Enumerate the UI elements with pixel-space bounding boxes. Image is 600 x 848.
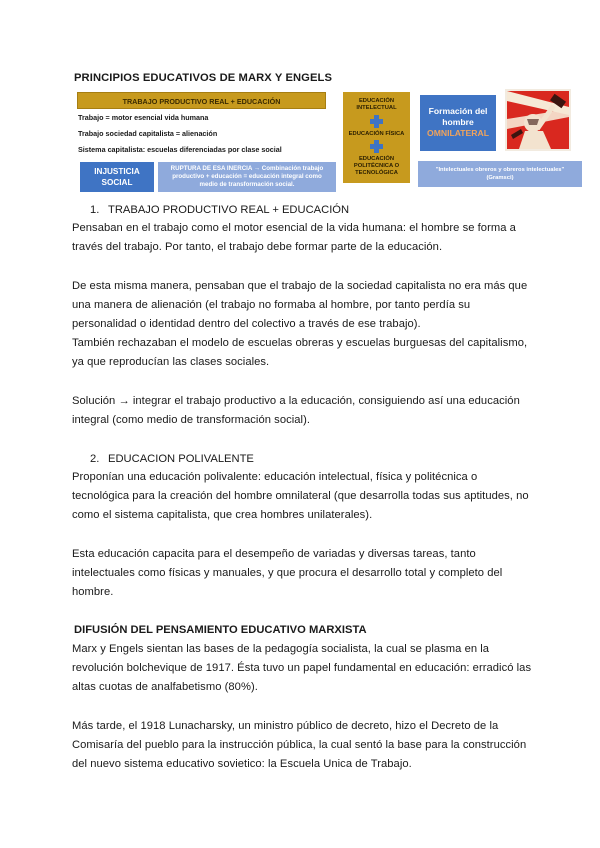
- paragraph-line: Solución → integrar el trabajo productivo a la educación, consiguiendo así una educación: [72, 395, 520, 407]
- paragraph-line: Pensaban en el trabajo como el motor esencial de la vida humana: el hombre se forma a: [72, 222, 516, 234]
- ruptura-line: medio de transformación social.: [199, 181, 295, 188]
- ruptura-line: productivo + educación = educación integral como: [172, 173, 322, 180]
- educacion-politecnica: EDUCACIÓN POLITÉCNICA O TECNOLÓGICA: [353, 156, 400, 176]
- gramsci-quote-box: "Intelectuales obreros y obreros intelectuales" (Gramsci): [418, 161, 582, 187]
- injusticia-social-box: [80, 162, 154, 192]
- paragraph-line: También rechazaban el modelo de escuelas obreras y escuelas burguesas del capitalismo,: [72, 337, 528, 349]
- education-types-column: [343, 92, 410, 183]
- paragraph-line: intelectuales como físicas y manuales, y que procura el desarrollo total y completo del: [72, 567, 503, 579]
- omnilateral-label: OMNILATERAL: [427, 128, 489, 138]
- educacion-fisica: EDUCACIÓN FÍSICA: [348, 131, 405, 137]
- formacion-hombre-box: Formación del hombre OMNILATERAL: [420, 95, 496, 151]
- section-number: 1.: [90, 204, 100, 216]
- ruptura-box: [158, 162, 336, 192]
- section-heading: 1. TRABAJO PRODUCTIVO REAL + EDUCACIÓN: [90, 204, 350, 216]
- social-line: SOCIAL: [101, 178, 133, 187]
- paragraph-line: como el sistema capitalista, que crea hombres unilaterales).: [72, 509, 373, 521]
- paragraph-line: una manera de alienación (el trabajo no formaba al hombre, por tanto perdía su: [72, 299, 471, 311]
- paragraph-line: personalidad o identidad dentro del colectivo a través de ese trabajo).: [72, 318, 421, 330]
- paragraph-line: Comisaría del pueblo para la instrucción pública, la cual sentó la base para la construcción: [72, 739, 527, 751]
- paragraph-line: Marx y Engels sientan las bases de la pedagogía socialista, la cual se plasma en la: [72, 643, 490, 655]
- paragraph-line: ya que reproducían las clases sociales.: [72, 356, 270, 368]
- paragraph-line: Más tarde, el 1918 Lunacharsky, un ministro público de decreto, hizo el Decreto de la: [72, 720, 499, 732]
- section-number: 2.: [90, 453, 100, 465]
- paragraph-line: tecnológica para la creación del hombre omnilateral (que desarrolla todas sus aptitudes, no: [72, 490, 529, 502]
- educacion-intelectual: EDUCACIÓN INTELECTUAL: [356, 98, 397, 111]
- diagram-main-box: TRABAJO PRODUCTIVO REAL + EDUCACIÓN: [77, 92, 326, 109]
- plus-icon: [370, 115, 383, 128]
- paragraph-line: Proponían una educación polivalente: educación intelectual, física y politécnica o: [72, 471, 478, 483]
- injusticia-line: INJUSTICIA: [94, 167, 140, 176]
- diagram-line: Sistema capitalista: escuelas diferenciadas por clase social: [78, 145, 282, 154]
- section-heading: 2. EDUCACION POLIVALENTE: [90, 453, 254, 465]
- diagram-line: Trabajo = motor esencial vida humana: [78, 113, 209, 122]
- paragraph-line: hombre.: [72, 586, 114, 598]
- paragraph-line: Esta educación capacita para el desempeño de variadas y diversas tareas, tanto: [72, 548, 476, 560]
- paragraph-line: revolución bolchevique de 1917. Ésta tuvo un papel fundamental en educación: erradicó las: [72, 662, 532, 674]
- diagram-line: Trabajo sociedad capitalista = alienación: [78, 129, 218, 138]
- paragraph-line: del nuevo sistema educativo sovietico: la Escuela Unica de Trabajo.: [72, 758, 412, 770]
- plus-icon: [370, 140, 383, 153]
- paragraph-line: integral (como medio de transformación social).: [72, 414, 311, 426]
- paragraph-line: través del trabajo. Por tanto, el trabajo debe formar parte de la educación.: [72, 241, 443, 253]
- ruptura-line: RUPTURA DE ESA INERCIA → Combinación trabajo: [170, 165, 324, 172]
- paragraph-line: altas cuotas de analfabetismo (80%).: [72, 681, 258, 693]
- paragraph-line: De esta misma manera, pensaban que el trabajo de la sociedad capitalista no era más que: [72, 280, 528, 292]
- worker-poster-image: [505, 89, 571, 151]
- page-title: PRINCIPIOS EDUCATIVOS DE MARX Y ENGELS: [74, 72, 333, 84]
- section-heading: DIFUSIÓN DEL PENSAMIENTO EDUCATIVO MARXISTA: [74, 624, 367, 636]
